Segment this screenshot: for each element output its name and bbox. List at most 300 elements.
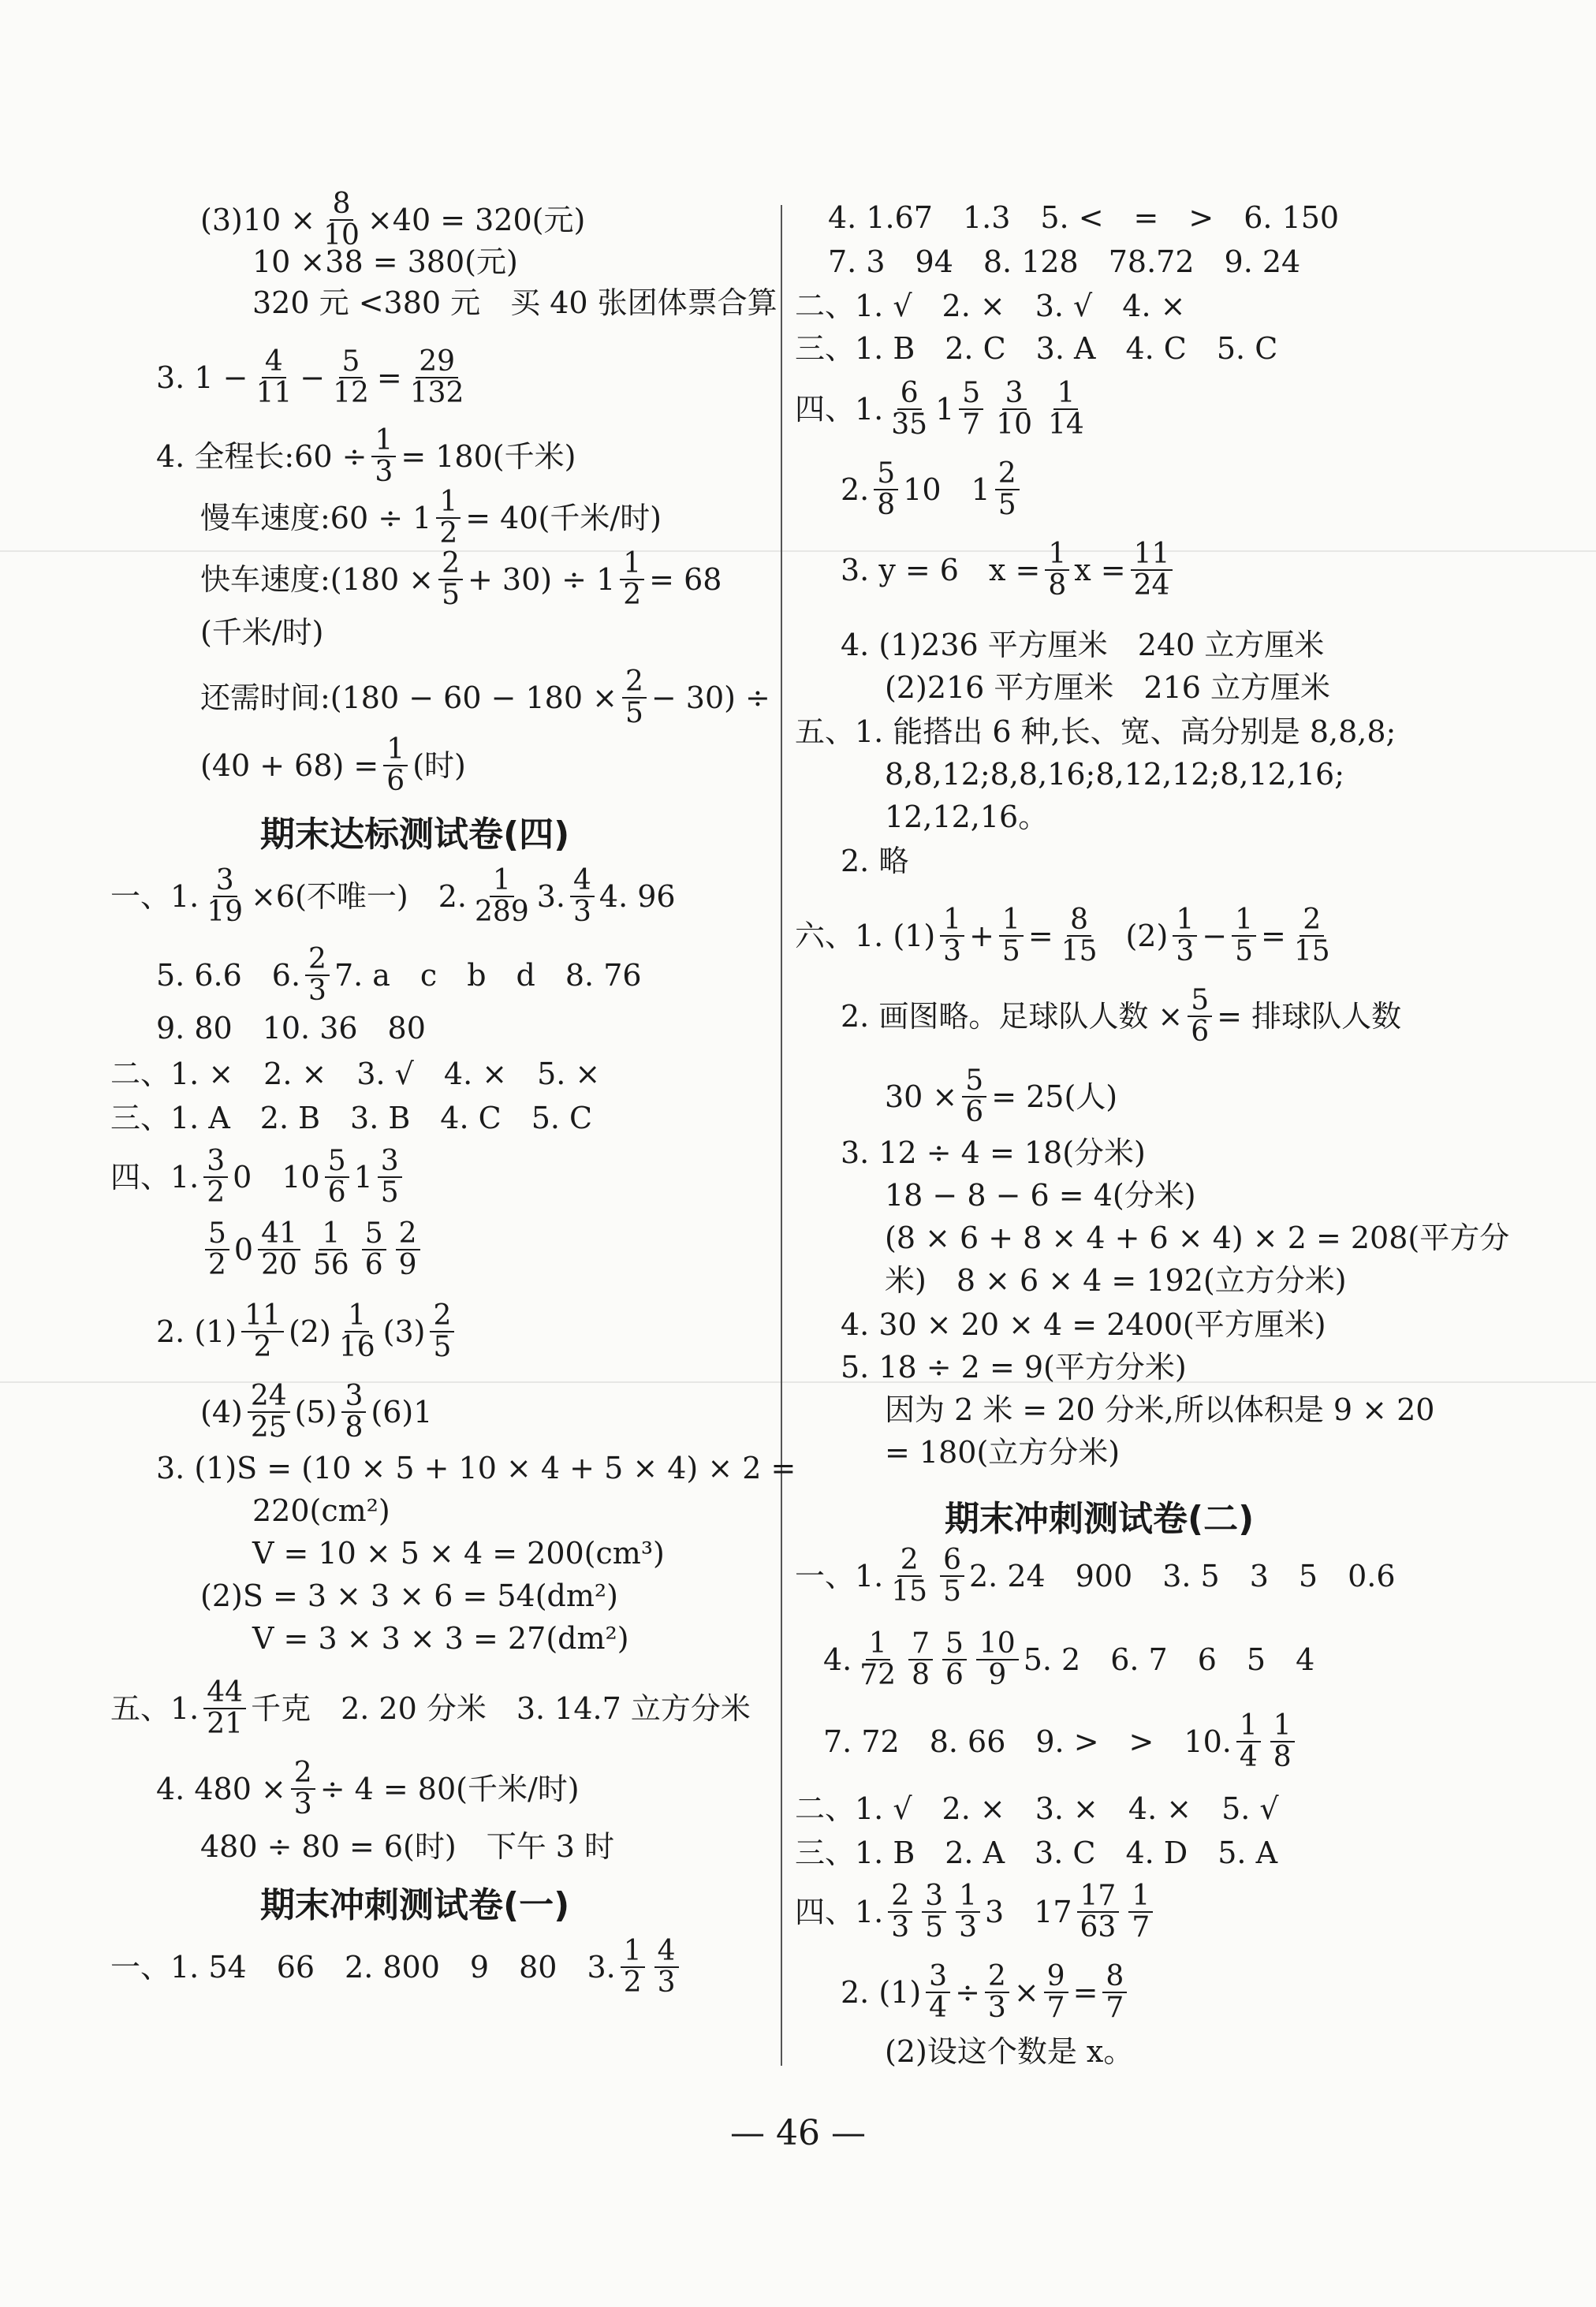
text-segment: 2. (1) <box>156 1314 237 1349</box>
fraction <box>570 866 595 927</box>
answer-line: V = 10 × 5 × 4 = 200(cm³) <box>252 1536 665 1571</box>
text-segment: 10 1 <box>903 471 990 507</box>
denominator: 3 <box>891 1910 910 1944</box>
fraction <box>371 426 396 487</box>
numerator: 1 <box>1173 905 1197 937</box>
denominator: 6 <box>327 1176 346 1209</box>
fraction <box>942 1629 967 1690</box>
text-segment: (3) <box>382 1314 426 1349</box>
answer-line <box>841 986 1401 1047</box>
fraction <box>1188 986 1212 1047</box>
numerator: 5 <box>339 347 364 378</box>
answer-line <box>200 549 722 610</box>
numerator: 2 <box>985 1962 1009 1993</box>
numerator: 4 <box>654 1936 679 1968</box>
fraction <box>310 1219 352 1280</box>
fraction <box>383 735 408 796</box>
denominator: 7 <box>1106 1991 1124 2024</box>
numerator: 1 <box>999 905 1024 937</box>
text-segment: 5. 6.6 6. <box>156 957 301 993</box>
fraction <box>407 347 468 408</box>
denominator: 3 <box>959 1910 977 1944</box>
answer-line: 4. 1.67 1.3 5. < = > 6. 150 <box>828 200 1340 235</box>
numerator: 1 <box>345 1301 369 1332</box>
text-segment: 四、1. <box>110 1159 200 1194</box>
fraction <box>1131 539 1173 601</box>
fraction <box>436 487 461 549</box>
numerator: 1 <box>620 549 644 580</box>
denominator: 7 <box>962 408 981 441</box>
numerator: 5 <box>942 1629 967 1660</box>
numerator: 1 <box>436 487 461 519</box>
fraction <box>995 459 1020 520</box>
text-segment: 一、1. <box>795 1558 884 1593</box>
denominator: 5 <box>380 1176 399 1209</box>
fraction <box>888 378 930 440</box>
denominator: 12 <box>333 376 369 409</box>
text-segment: = 68 <box>649 561 722 597</box>
fraction <box>926 1962 950 2023</box>
text-segment: 慢车速度:60 ÷ 1 <box>200 500 432 535</box>
numerator: 6 <box>940 1545 964 1577</box>
fraction <box>472 866 532 927</box>
denominator: 6 <box>364 1248 383 1281</box>
fraction <box>325 1146 349 1208</box>
text-segment: (2) <box>288 1314 331 1349</box>
numerator: 2 <box>897 1545 922 1577</box>
fraction <box>874 459 898 520</box>
numerator: 2 <box>430 1301 454 1332</box>
numerator: 6 <box>897 378 922 410</box>
fraction <box>1291 905 1333 967</box>
denominator: 3 <box>573 895 591 928</box>
text-segment: 五、1. <box>110 1690 200 1726</box>
text-segment: 2. 画图略。足球队人数 × <box>841 998 1184 1034</box>
answer-line: V = 3 × 3 × 3 = 27(dm²) <box>252 1621 629 1656</box>
fraction <box>248 1381 290 1443</box>
numerator: 9 <box>1044 1962 1068 1993</box>
fraction <box>940 1545 964 1607</box>
numerator: 41 <box>258 1219 300 1250</box>
text-segment: − <box>300 360 326 395</box>
fraction <box>203 1678 246 1739</box>
text-segment: 一、1. 54 66 2. 800 9 80 3. <box>110 1949 616 1985</box>
fraction <box>330 347 372 408</box>
answer-line: 3. 12 ÷ 4 = 18(分米) <box>841 1135 1146 1170</box>
numerator: 1 <box>1232 905 1256 937</box>
answer-line: 480 ÷ 80 = 6(时) 下午 3 时 <box>200 1829 615 1864</box>
text-segment: × <box>1013 1974 1039 2010</box>
answer-line: (千米/时) <box>200 615 324 650</box>
text-segment: 3. <box>536 878 565 914</box>
fraction <box>430 1301 454 1362</box>
text-segment: ÷ <box>955 1974 980 2010</box>
fraction <box>654 1936 679 1998</box>
denominator: 8 <box>1048 568 1067 602</box>
answer-line: (2)设这个数是 x。 <box>885 2034 1134 2069</box>
numerator: 3 <box>213 866 237 897</box>
denominator: 3 <box>987 1991 1006 2024</box>
denominator: 5 <box>433 1330 452 1363</box>
answer-line: 5. 18 ÷ 2 = 9(平方分米) <box>841 1350 1187 1385</box>
answer-line <box>110 1936 684 1998</box>
text-segment: (2) <box>1125 918 1169 953</box>
text-segment: 7. 72 8. 66 9. > > 10. <box>823 1724 1232 1759</box>
denominator: 11 <box>255 376 293 409</box>
column-divider <box>781 205 782 2066</box>
text-segment: 4. 96 <box>598 878 676 914</box>
numerator: 1 <box>1270 1711 1295 1742</box>
numerator: 5 <box>362 1219 386 1250</box>
denominator: 6 <box>1191 1015 1210 1048</box>
numerator: 3 <box>341 1381 366 1413</box>
denominator: 14 <box>1047 408 1084 441</box>
denominator: 7 <box>1132 1910 1150 1944</box>
numerator: 5 <box>325 1146 349 1178</box>
text-segment: 30 × <box>885 1079 958 1114</box>
text-segment: 六、1. (1) <box>795 918 936 953</box>
numerator: 2 <box>305 945 330 976</box>
numerator: 7 <box>908 1629 933 1660</box>
denominator: 5 <box>1235 934 1253 967</box>
answer-line <box>795 1545 1396 1607</box>
text-segment: − 30) ÷ <box>651 680 770 715</box>
numerator: 11 <box>1131 539 1173 571</box>
text-segment: = 25(人) <box>991 1079 1118 1114</box>
denominator: 10 <box>996 408 1032 441</box>
fraction <box>1045 539 1069 601</box>
denominator: 35 <box>891 408 928 441</box>
fraction <box>1044 1962 1068 2023</box>
fraction <box>962 1066 986 1127</box>
numerator: 1 <box>1236 1711 1261 1742</box>
fraction <box>203 1146 228 1208</box>
text-segment: − <box>1202 918 1228 953</box>
text-segment: ÷ 4 = 80(千米/时) <box>319 1771 580 1806</box>
answer-line <box>200 487 662 549</box>
answer-line: 三、1. B 2. C 3. A 4. C 5. C <box>795 331 1278 366</box>
numerator: 5 <box>959 378 983 410</box>
denominator: 5 <box>442 578 460 611</box>
answer-line <box>156 347 472 408</box>
numerator: 8 <box>330 189 354 221</box>
text-segment: 一、1. <box>110 878 200 914</box>
fraction <box>1128 1881 1153 1943</box>
denominator: 3 <box>657 1966 676 1999</box>
numerator: 2 <box>1300 905 1324 937</box>
denominator: 15 <box>891 1575 928 1608</box>
denominator: 9 <box>398 1248 417 1281</box>
fraction <box>438 549 463 610</box>
denominator: 3 <box>943 934 962 967</box>
text-segment: + 30) ÷ 1 <box>467 561 616 597</box>
numerator: 1 <box>1053 378 1078 410</box>
numerator: 2 <box>622 667 647 699</box>
fraction <box>203 866 246 927</box>
denominator: 25 <box>250 1411 287 1444</box>
denominator: 3 <box>308 974 326 1007</box>
numerator: 11 <box>241 1301 284 1332</box>
text-segment: = 180(千米) <box>401 438 576 474</box>
fraction <box>985 1962 1009 2023</box>
section-heading: 期末冲刺测试卷(二) <box>945 1499 1255 1539</box>
numerator: 3 <box>203 1146 228 1178</box>
answer-line <box>200 735 466 796</box>
text-segment: (3)10 × <box>200 202 316 237</box>
denominator: 21 <box>207 1707 244 1740</box>
text-segment: 4. 全程长:60 ÷ <box>156 438 367 474</box>
denominator: 5 <box>1001 934 1020 967</box>
fraction <box>1102 1962 1127 2023</box>
text-segment: = <box>1260 918 1286 953</box>
denominator: 16 <box>338 1330 375 1363</box>
answer-line <box>110 866 676 927</box>
denominator: 10 <box>323 218 360 252</box>
answer-line <box>795 378 1092 440</box>
text-segment: 还需时间:(180 − 60 − 180 × <box>200 680 617 715</box>
denominator: 4 <box>929 1991 948 2024</box>
denominator: 5 <box>625 696 643 729</box>
fraction <box>252 347 295 408</box>
fraction <box>1077 1881 1120 1943</box>
numerator: 2 <box>888 1881 912 1913</box>
fraction <box>940 905 964 967</box>
denominator: 20 <box>261 1248 297 1281</box>
section-heading: 期末达标测试卷(四) <box>260 814 570 855</box>
answer-line: 18 − 8 − 6 = 4(分米) <box>885 1178 1196 1213</box>
denominator: 2 <box>207 1176 226 1209</box>
numerator: 1 <box>1128 1881 1153 1913</box>
text-segment: 3 17 <box>984 1894 1072 1929</box>
fraction <box>888 1881 912 1943</box>
text-segment: 四、1. <box>795 391 884 427</box>
answer-line: 12,12,16。 <box>885 799 1049 834</box>
denominator: 5 <box>925 1910 944 1944</box>
answer-line <box>823 1629 1314 1690</box>
fraction <box>999 905 1024 967</box>
text-segment: 千克 2. 20 分米 3. 14.7 立方分米 <box>251 1690 751 1726</box>
fraction <box>856 1629 899 1690</box>
numerator: 2 <box>396 1219 420 1250</box>
numerator: 2 <box>291 1758 315 1790</box>
answer-line: (2)216 平方厘米 216 立方厘米 <box>885 670 1331 705</box>
numerator: 5 <box>1188 986 1212 1017</box>
fraction <box>1173 905 1197 967</box>
denominator: 4 <box>1239 1740 1258 1773</box>
numerator: 8 <box>1102 1962 1127 1993</box>
answer-line: 220(cm²) <box>252 1493 390 1528</box>
numerator: 5 <box>205 1219 229 1250</box>
numerator: 1 <box>866 1629 890 1660</box>
fraction <box>1236 1711 1261 1772</box>
numerator: 5 <box>962 1066 986 1098</box>
text-segment: 4. 480 × <box>156 1771 286 1806</box>
answer-line: 二、1. √ 2. × 3. √ 4. × <box>795 289 1186 323</box>
answer-line <box>841 539 1177 601</box>
answer-line <box>200 1381 432 1443</box>
text-segment: ×6(不唯一) 2. <box>251 878 468 914</box>
numerator: 3 <box>926 1962 950 1993</box>
text-segment: 3. 1 − <box>156 360 248 395</box>
text-segment: = <box>1027 918 1053 953</box>
text-segment: 1 <box>353 1159 373 1194</box>
answer-line <box>156 945 642 1006</box>
fraction <box>993 378 1035 440</box>
answer-line <box>200 1219 425 1280</box>
answer-line <box>156 1301 459 1362</box>
answer-line <box>841 1962 1132 2023</box>
answer-line: 320 元 <380 元 买 40 张团体票合算 <box>252 285 777 320</box>
answer-line <box>110 1678 751 1739</box>
fraction <box>620 549 644 610</box>
numerator: 1 <box>383 735 408 766</box>
numerator: 1 <box>1045 539 1069 571</box>
text-segment: x = <box>1074 552 1126 587</box>
answer-line: 2. 略 <box>841 844 909 878</box>
denominator: 6 <box>386 764 405 797</box>
numerator: 3 <box>1002 378 1027 410</box>
fraction <box>362 1219 386 1280</box>
page-number: — 46 — <box>730 2113 866 2153</box>
denominator: 56 <box>312 1248 349 1281</box>
fraction <box>205 1219 229 1280</box>
answer-line <box>110 1146 407 1208</box>
answer-line: 7. 3 94 8. 128 78.72 9. 24 <box>828 244 1301 279</box>
text-segment: 快车速度:(180 × <box>200 561 434 597</box>
answer-line: 二、1. × 2. × 3. √ 4. × 5. × <box>110 1057 601 1091</box>
numerator: 3 <box>922 1881 946 1913</box>
section-heading: 期末冲刺测试卷(一) <box>260 1885 570 1925</box>
fraction <box>959 378 983 440</box>
text-segment: (5) <box>294 1394 337 1429</box>
answer-line: 二、1. √ 2. × 3. × 4. × 5. √ <box>795 1791 1279 1826</box>
fraction <box>258 1219 300 1280</box>
answer-line: 10 ×38 = 380(元) <box>252 244 518 279</box>
denominator: 289 <box>475 895 529 928</box>
text-segment: 2. <box>841 471 870 507</box>
numerator: 1 <box>621 1936 645 1968</box>
fraction <box>908 1629 933 1690</box>
fraction <box>241 1301 284 1362</box>
fraction <box>622 667 647 729</box>
denominator: 5 <box>998 488 1016 521</box>
denominator: 15 <box>1293 934 1330 967</box>
denominator: 2 <box>208 1248 226 1281</box>
answer-line <box>885 1066 1117 1127</box>
fraction <box>1270 1711 1295 1772</box>
text-segment: = 排球队人数 <box>1217 998 1402 1034</box>
fraction <box>1232 905 1256 967</box>
numerator: 17 <box>1077 1881 1120 1913</box>
answer-line: 4. 30 × 20 × 4 = 2400(平方厘米) <box>841 1307 1326 1342</box>
fraction <box>341 1381 366 1443</box>
denominator: 3 <box>375 455 393 488</box>
fraction <box>305 945 330 1006</box>
denominator: 2 <box>253 1330 272 1363</box>
numerator: 4 <box>262 347 286 378</box>
text-segment: = <box>1072 1974 1098 2010</box>
answer-line <box>795 1881 1158 1943</box>
text-segment: (4) <box>200 1394 243 1429</box>
text-segment: 2. (1) <box>841 1974 922 2010</box>
answer-line: (2)S = 3 × 3 × 6 = 54(dm²) <box>200 1578 618 1613</box>
fraction <box>378 1146 402 1208</box>
text-segment: 5. 2 6. 7 6 5 4 <box>1023 1642 1315 1677</box>
numerator: 1 <box>371 426 396 457</box>
numerator: 2 <box>995 459 1020 490</box>
fraction <box>956 1881 980 1943</box>
numerator: 29 <box>416 347 458 378</box>
answer-line: 因为 2 米 = 20 分米,所以体积是 9 × 20 <box>885 1392 1435 1427</box>
numerator: 1 <box>490 866 514 897</box>
answer-line: 9. 80 10. 36 80 <box>156 1011 426 1045</box>
answer-line: 4. (1)236 平方厘米 240 立方厘米 <box>841 628 1325 662</box>
text-segment: (40 + 68) = <box>200 747 379 783</box>
numerator: 3 <box>378 1146 402 1178</box>
text-segment: 四、1. <box>795 1894 884 1929</box>
text-segment: + <box>969 918 994 953</box>
answer-line <box>200 667 770 729</box>
denominator: 8 <box>877 488 896 521</box>
answer-line <box>841 459 1024 520</box>
numerator: 2 <box>438 549 463 580</box>
answer-line: 3. (1)S = (10 × 5 + 10 × 4 + 5 × 4) × 2 = <box>156 1451 796 1485</box>
denominator: 8 <box>1273 1740 1292 1773</box>
text-segment: (6)1 <box>371 1394 433 1429</box>
text-segment: = 40(千米/时) <box>465 500 662 535</box>
text-segment: 3. y = 6 x = <box>841 552 1041 587</box>
fraction <box>888 1545 930 1607</box>
fraction <box>922 1881 946 1943</box>
fraction <box>336 1301 378 1362</box>
denominator: 132 <box>409 376 464 409</box>
numerator: 1 <box>956 1881 980 1913</box>
answer-line <box>200 189 585 251</box>
denominator: 19 <box>207 895 244 928</box>
text-segment: 1 <box>935 391 955 427</box>
denominator: 8 <box>345 1411 364 1444</box>
answer-line: 三、1. B 2. A 3. C 4. D 5. A <box>795 1836 1278 1870</box>
answer-line: 米) 8 × 6 × 4 = 192(立方分米) <box>885 1263 1347 1298</box>
denominator: 6 <box>945 1658 964 1691</box>
answer-line <box>823 1711 1300 1772</box>
denominator: 3 <box>293 1787 312 1821</box>
denominator: 63 <box>1080 1910 1117 1944</box>
answer-line <box>156 1758 580 1820</box>
numerator: 4 <box>570 866 595 897</box>
denominator: 2 <box>439 516 458 550</box>
denominator: 5 <box>943 1575 961 1608</box>
text-segment: 7. a c b d 8. 76 <box>334 957 642 993</box>
denominator: 72 <box>860 1658 897 1691</box>
text-segment: 4. <box>823 1642 852 1677</box>
denominator: 6 <box>965 1095 984 1128</box>
answer-line: 三、1. A 2. B 3. B 4. C 5. C <box>110 1101 593 1135</box>
fraction <box>320 189 363 251</box>
numerator: 24 <box>248 1381 290 1413</box>
denominator: 9 <box>988 1658 1007 1691</box>
answer-line: (8 × 6 + 8 × 4 + 6 × 4) × 2 = 208(平方分 <box>885 1221 1510 1255</box>
fraction <box>976 1629 1019 1690</box>
fraction <box>396 1219 420 1280</box>
text-segment: (时) <box>412 747 466 783</box>
answer-line: 8,8,12;8,8,16;8,12,12;8,12,16; <box>885 757 1345 792</box>
fraction <box>1058 905 1101 967</box>
numerator: 1 <box>940 905 964 937</box>
denominator: 8 <box>912 1658 930 1691</box>
answer-line <box>156 426 576 487</box>
answer-line: 五、1. 能搭出 6 种,长、宽、高分别是 8,8,8; <box>795 714 1396 749</box>
